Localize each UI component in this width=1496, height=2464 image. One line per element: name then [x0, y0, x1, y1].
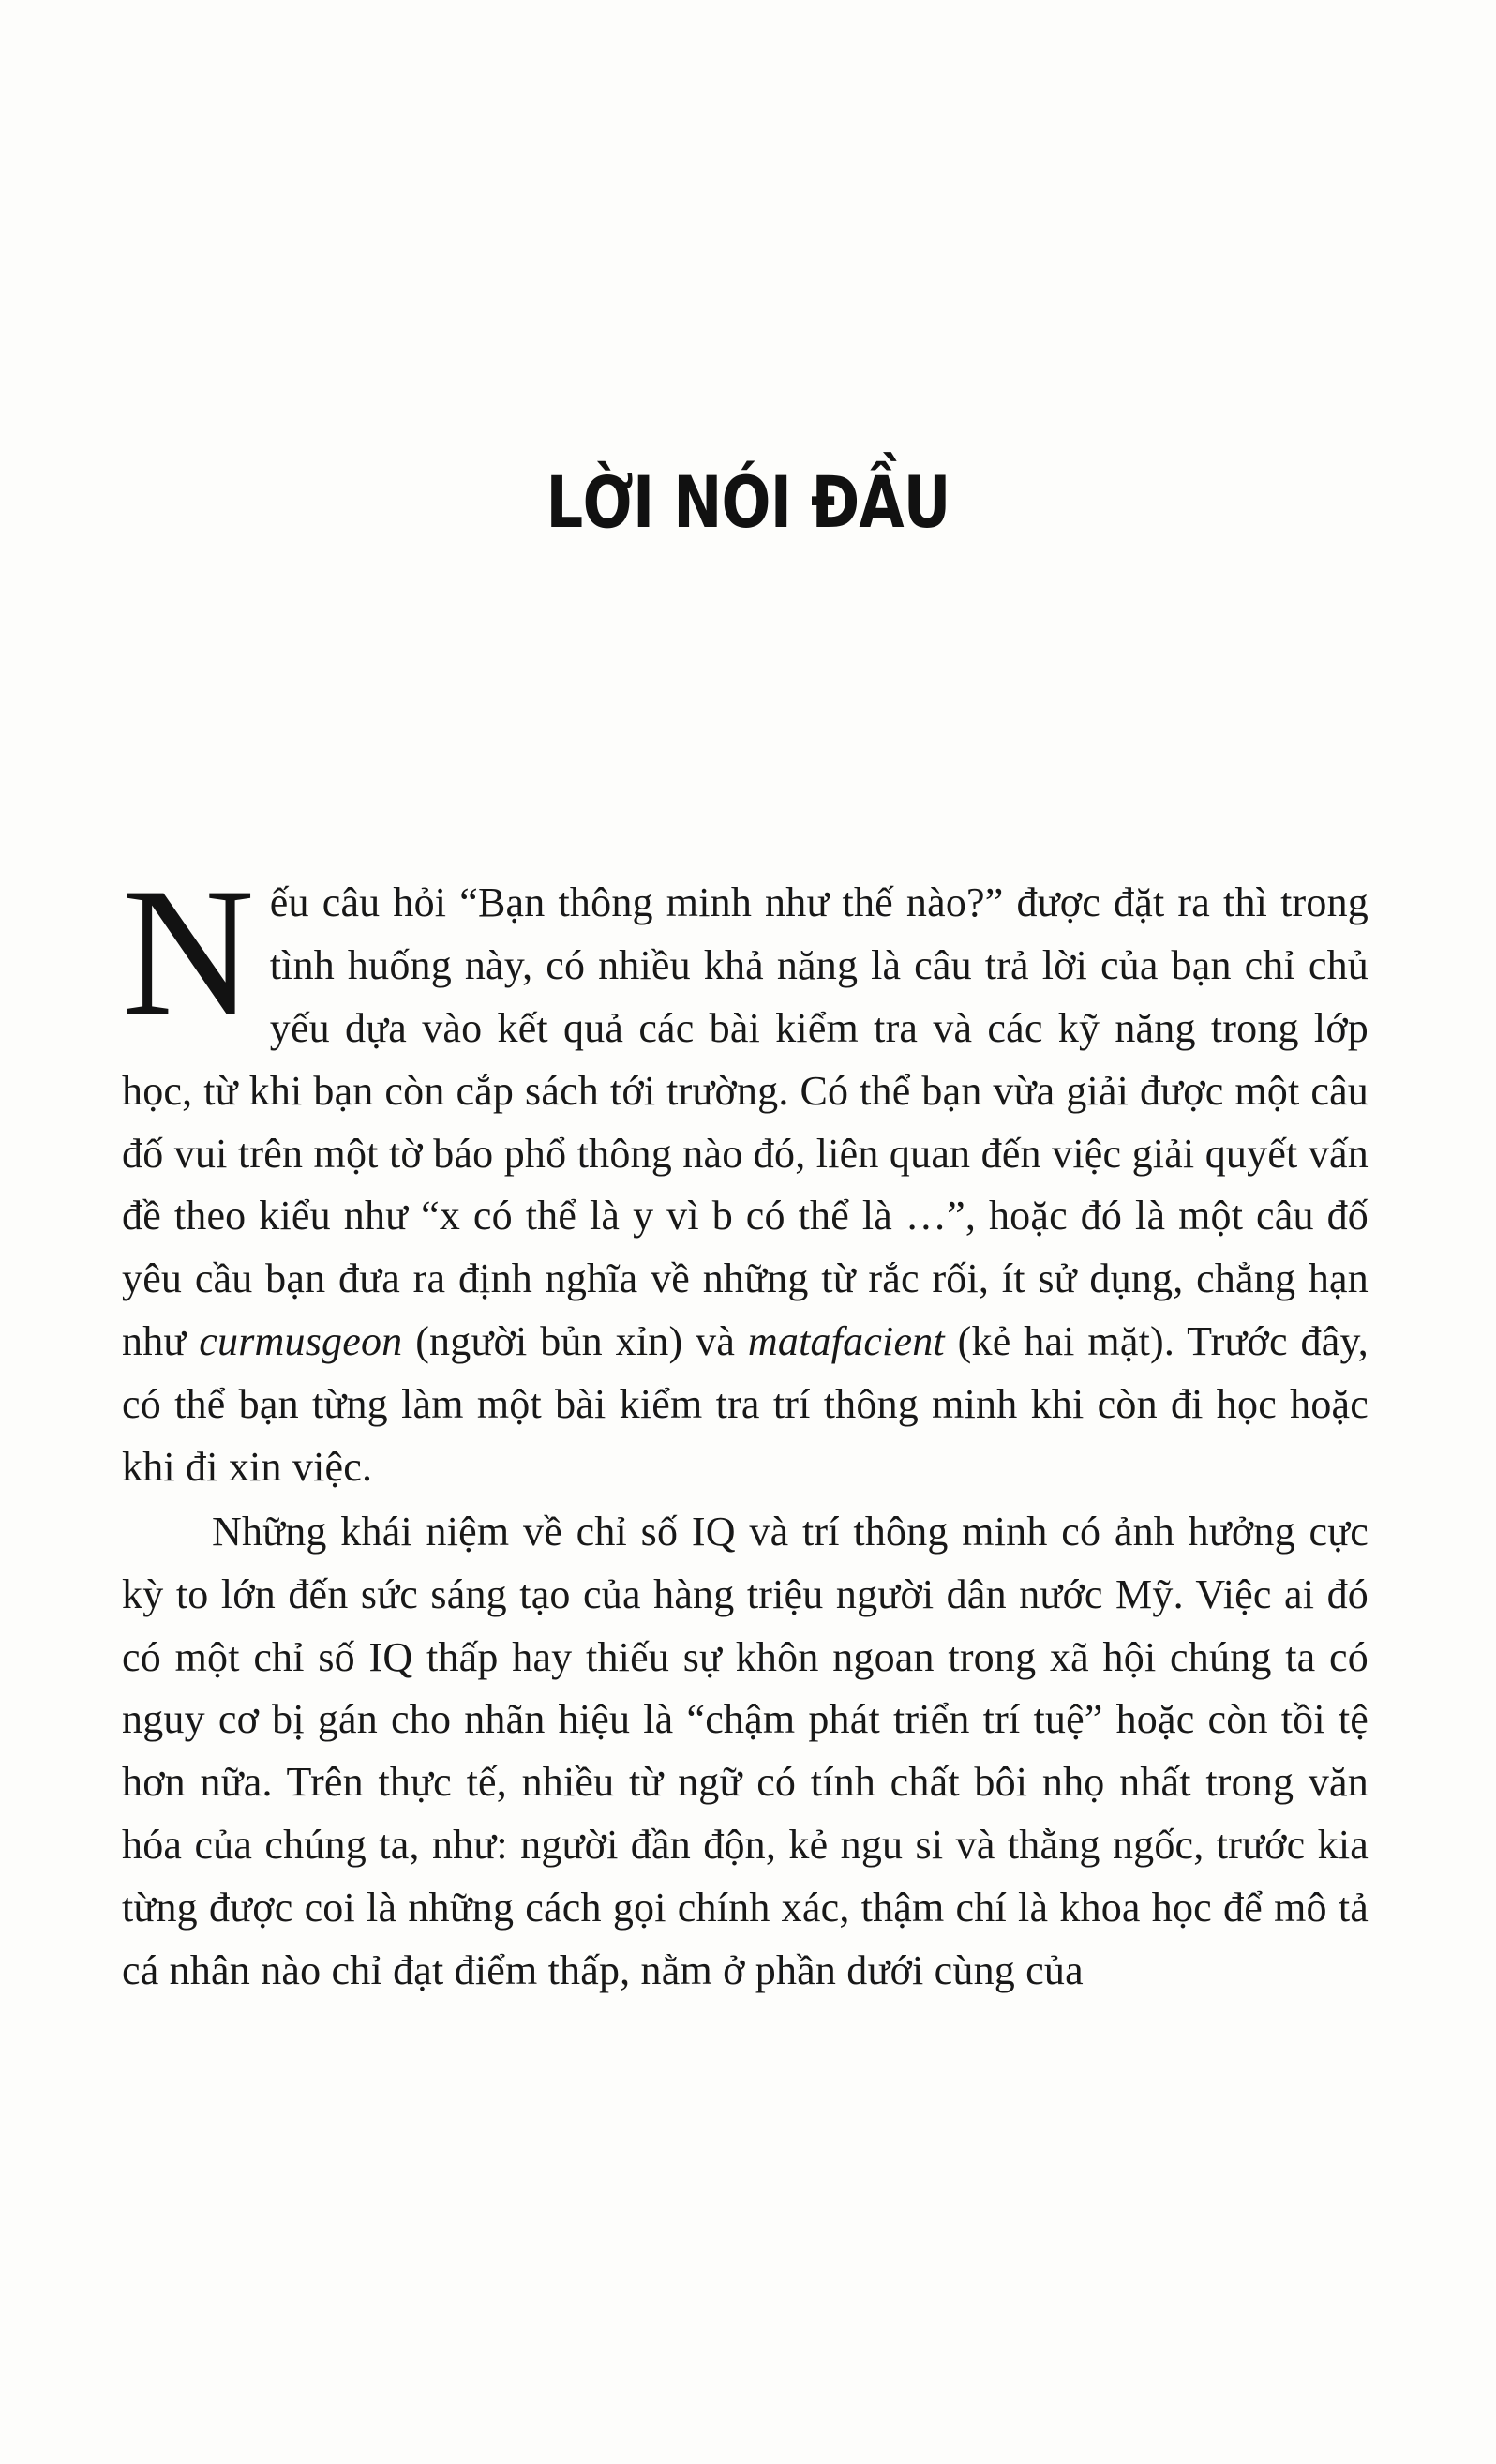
page-title: LỜI NÓI ĐẦU: [546, 459, 950, 544]
italic-term-curmusgeon: curmusgeon: [199, 1318, 403, 1365]
paragraph-first-segment-2: (người bủn xỉn) và: [402, 1318, 748, 1365]
paragraph-first: [122, 850, 1369, 1499]
italic-term-matafacient: matafacient: [747, 1318, 945, 1365]
paragraph-first-segment-3: (kẻ hai mặt). Trước đây, có thể bạn từng làm một bài kiểm tra trí thông minh khi còn đi học hoặc khi đi xin việc.: [122, 1318, 1369, 1490]
paragraph-first-segment-1: ếu câu hỏi “Bạn thông minh như thế nào?” được đặt ra thì trong tình huống này, có nhiều khả năng là câu trả lời của bạn chỉ chủ yếu dựa vào kết quả các bài kiểm tra và các kỹ năng trong lớp học, từ khi bạn còn cắp sách tới trường. Có thể bạn vừa giải được một câu đố vui trên một tờ báo phổ thông nào đó, liên quan đến việc giải quyết vấn đề theo kiểu như “x có thể là y vì b có thể là …”, hoặc đó là một câu đố yêu cầu bạn đưa ra định nghĩa về những từ rắc rối, ít sử dụng, chẳng hạn như: [122, 879, 1369, 1365]
body-text-block: [122, 850, 1369, 2003]
drop-cap-letter: N: [122, 850, 255, 1054]
paragraph-second: Những khái niệm về chỉ số IQ và trí thông minh có ảnh hưởng cực kỳ to lớn đến sức sáng tạo của hàng triệu người dân nước Mỹ. Việc ai đó có một chỉ số IQ thấp hay thiếu sự khôn ngoan trong xã hội chúng ta có nguy cơ bị gán cho nhãn hiệu là “chậm phát triển trí tuệ” hoặc còn tồi tệ hơn nữa. Trên thực tế, nhiều từ ngữ có tính chất bôi nhọ nhất trong văn hóa của chúng ta, như: người đần độn, kẻ ngu si và thằng ngốc, trước kia từng được coi là những cách gọi chính xác, thậm chí là khoa học để mô tả cá nhân nào chỉ đạt điểm thấp, nằm ở phần dưới cùng của: [122, 1508, 1369, 1993]
